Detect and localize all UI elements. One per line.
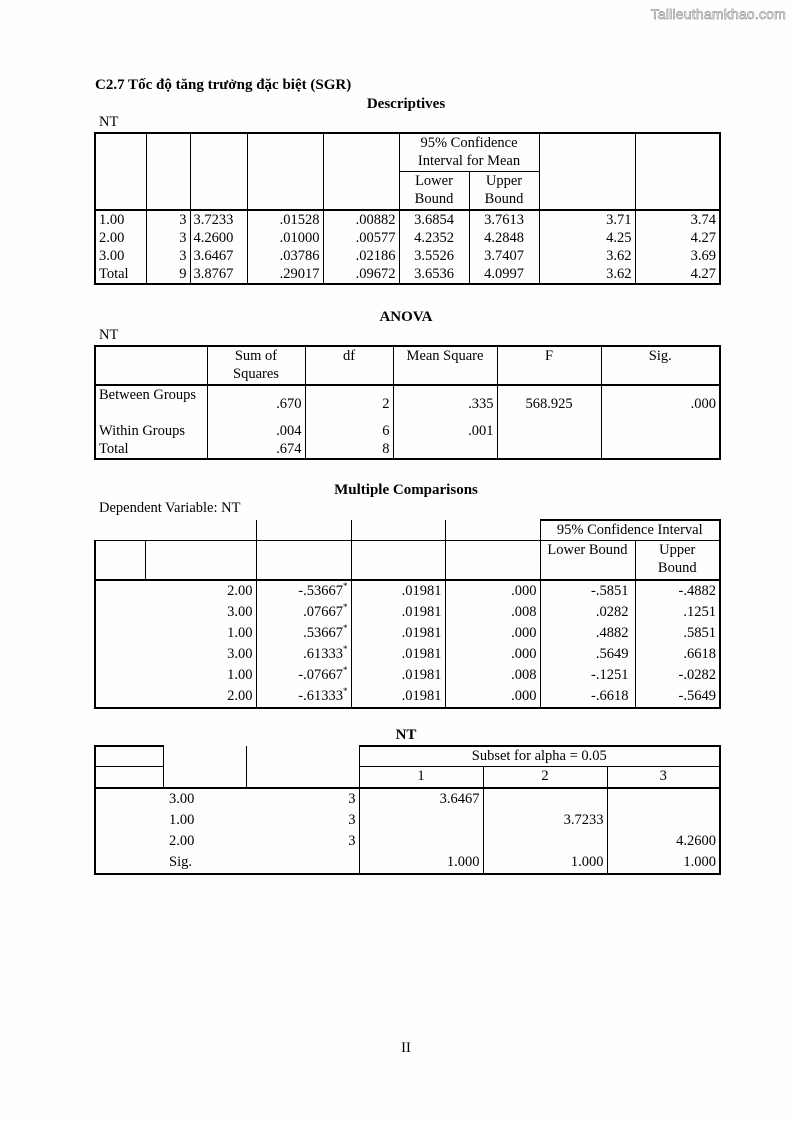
row-spacer — [95, 831, 163, 852]
table-cell: 3.7407 — [469, 247, 539, 265]
table-cell: 3 — [146, 210, 190, 229]
table-cell: -.5851 — [540, 580, 635, 602]
table-cell: .000 — [445, 580, 540, 602]
table-cell: 3.00 — [169, 791, 195, 807]
table-cell: .01981 — [351, 644, 445, 665]
table-row — [95, 686, 720, 708]
table-cell — [256, 580, 351, 602]
table-cell: 3 — [146, 229, 190, 247]
descriptives-lower-bound: Lower Bound — [399, 172, 469, 211]
table-cell: .335 — [393, 385, 497, 422]
table-row — [95, 810, 720, 831]
mean-difference: -.61333 — [298, 688, 343, 704]
table-cell: -.6618 — [540, 686, 635, 708]
table-cell: 3.8767 — [190, 265, 247, 284]
table-cell: 3 — [246, 810, 359, 831]
table-row — [95, 229, 720, 247]
anova-table — [94, 345, 721, 460]
row-spacer — [95, 602, 145, 623]
descriptives-ci-header: 95% Confidence Interval for Mean — [399, 133, 539, 172]
descriptives-table — [94, 132, 721, 285]
table-cell: .03786 — [247, 247, 323, 265]
row-spacer — [95, 788, 163, 810]
table-cell — [393, 440, 497, 459]
table-cell: 8 — [305, 440, 393, 459]
table-cell: .004 — [207, 422, 305, 440]
table-cell: .5851 — [635, 623, 720, 644]
table-row — [95, 422, 720, 440]
table-cell: 2.00 — [169, 833, 195, 849]
column-header: Mean Square — [393, 346, 497, 385]
table-cell — [497, 440, 601, 459]
table-row — [95, 665, 720, 686]
table-cell: -.5649 — [635, 686, 720, 708]
table-cell — [256, 602, 351, 623]
table-row — [95, 623, 720, 644]
table-cell: 3.69 — [635, 247, 720, 265]
table-cell — [497, 422, 601, 440]
subset-number: 3 — [607, 767, 720, 789]
table-cell: .0282 — [540, 602, 635, 623]
multiple-comparisons-table — [94, 519, 721, 709]
table-cell: 1.00 — [145, 623, 256, 644]
mc-upper-bound: Upper Bound — [635, 541, 720, 581]
table-cell: .000 — [445, 623, 540, 644]
table-cell: .6618 — [635, 644, 720, 665]
table-cell: 1.000 — [483, 852, 607, 874]
table-cell — [256, 623, 351, 644]
table-cell: 568.925 — [497, 385, 601, 422]
mean-difference: -.53667 — [298, 583, 343, 599]
table-cell: .674 — [207, 440, 305, 459]
table-cell — [359, 831, 483, 852]
page-number: II — [401, 1040, 411, 1056]
watermark: Tailieuthamkhao.com — [650, 6, 786, 22]
table-cell: 9 — [146, 265, 190, 284]
table-cell: 1.00 — [145, 665, 256, 686]
subset-header: Subset for alpha = 0.05 — [359, 746, 720, 767]
table-cell: .00882 — [323, 210, 399, 229]
table-cell: .29017 — [247, 265, 323, 284]
column-header: F — [497, 346, 601, 385]
table-cell: 4.2352 — [399, 229, 469, 247]
significance-star: * — [343, 644, 348, 655]
mean-difference: .53667 — [303, 625, 343, 641]
table-cell: 4.2600 — [190, 229, 247, 247]
significance-star: * — [343, 686, 348, 697]
table-row — [95, 831, 720, 852]
subset-number: 1 — [359, 767, 483, 789]
table-cell — [607, 810, 720, 831]
mean-difference: .07667 — [303, 604, 343, 620]
subset-number: 2 — [483, 767, 607, 789]
table-cell: 3.6467 — [359, 788, 483, 810]
table-cell: 1.00 — [169, 812, 195, 828]
table-row — [95, 265, 720, 284]
table-cell: -.1251 — [540, 665, 635, 686]
mean-difference: .61333 — [303, 646, 343, 662]
table-row — [95, 440, 720, 459]
table-cell: .09672 — [323, 265, 399, 284]
table-row — [95, 788, 720, 810]
significance-star: * — [343, 665, 348, 676]
mean-difference: -.07667 — [298, 667, 343, 683]
table-cell: 3 — [246, 831, 359, 852]
table-cell: 3.71 — [539, 210, 635, 229]
table-cell: 3.7233 — [483, 810, 607, 831]
table-cell: 3.5526 — [399, 247, 469, 265]
table-row — [95, 247, 720, 265]
table-cell — [483, 831, 607, 852]
table-cell: .4882 — [540, 623, 635, 644]
row-spacer — [95, 644, 145, 665]
table-cell: .01981 — [351, 580, 445, 602]
table-cell: .000 — [445, 686, 540, 708]
table-row — [95, 210, 720, 229]
table-cell: .01528 — [247, 210, 323, 229]
column-header: Sig. — [601, 346, 720, 385]
table-cell: 3.62 — [539, 265, 635, 284]
mc-title: Multiple Comparisons — [334, 482, 478, 498]
table-cell: 4.2600 — [607, 831, 720, 852]
mc-ci-header: 95% Confidence Interval — [540, 520, 720, 541]
table-row — [95, 580, 720, 602]
table-cell: .01000 — [247, 229, 323, 247]
table-cell: .001 — [393, 422, 497, 440]
row-spacer — [95, 580, 145, 602]
significance-star: * — [343, 623, 348, 634]
table-cell: 2.00 — [145, 686, 256, 708]
table-cell: 2.00 — [145, 580, 256, 602]
table-cell: 3.6467 — [190, 247, 247, 265]
table-cell — [256, 665, 351, 686]
table-cell: .01981 — [351, 665, 445, 686]
table-cell: -.4882 — [635, 580, 720, 602]
homogeneous-subsets-table — [94, 745, 721, 875]
table-cell: .01981 — [351, 623, 445, 644]
table-cell: 2.00 — [95, 229, 146, 247]
table-cell: Between Groups — [95, 385, 207, 422]
row-spacer — [95, 686, 145, 708]
table-cell — [359, 810, 483, 831]
table-cell: 4.27 — [635, 265, 720, 284]
table-cell: Total — [95, 440, 207, 459]
table-cell: 3.7233 — [190, 210, 247, 229]
table-cell: 2 — [305, 385, 393, 422]
table-cell — [607, 788, 720, 810]
table-cell: 3.62 — [539, 247, 635, 265]
significance-star: * — [343, 581, 348, 592]
descriptives-title: Descriptives — [366, 96, 446, 112]
table-cell: 6 — [305, 422, 393, 440]
row-spacer — [95, 623, 145, 644]
table-cell: 3.00 — [145, 644, 256, 665]
table-cell: .01981 — [351, 686, 445, 708]
table-row — [95, 852, 720, 874]
table-cell — [256, 644, 351, 665]
table-row — [95, 602, 720, 623]
table-cell: 4.25 — [539, 229, 635, 247]
table-cell: Total — [95, 265, 146, 284]
table-cell: .670 — [207, 385, 305, 422]
table-cell: 3 — [246, 788, 359, 810]
table-cell: 3.74 — [635, 210, 720, 229]
table-cell: 3.6854 — [399, 210, 469, 229]
mc-dependent-variable: Dependent Variable: NT — [99, 500, 241, 516]
table-cell — [246, 852, 359, 874]
table-cell — [601, 440, 720, 459]
row-spacer — [95, 665, 145, 686]
table-cell — [601, 422, 720, 440]
table-cell: 4.0997 — [469, 265, 539, 284]
table-row — [95, 385, 720, 422]
column-header: df — [305, 346, 393, 385]
table-cell: .000 — [445, 644, 540, 665]
table-cell: .008 — [445, 602, 540, 623]
column-header: Sum of Squares — [207, 346, 305, 385]
table-cell: 3.7613 — [469, 210, 539, 229]
table-cell: .5649 — [540, 644, 635, 665]
table-cell: 3 — [146, 247, 190, 265]
table-cell: .02186 — [323, 247, 399, 265]
table-cell: 3.00 — [145, 602, 256, 623]
table-cell: 1.00 — [95, 210, 146, 229]
descriptives-variable: NT — [99, 114, 119, 130]
descriptives-upper-bound: Upper Bound — [469, 172, 539, 211]
table-cell: 4.27 — [635, 229, 720, 247]
table-cell: 4.2848 — [469, 229, 539, 247]
table-cell: .008 — [445, 665, 540, 686]
anova-title: ANOVA — [379, 309, 433, 325]
table-cell: 3.6536 — [399, 265, 469, 284]
significance-star: * — [343, 602, 348, 613]
row-spacer — [95, 810, 163, 831]
row-spacer — [95, 852, 163, 874]
table-cell: 3.00 — [95, 247, 146, 265]
table-cell: -.0282 — [635, 665, 720, 686]
mc-lower-bound: Lower Bound — [540, 541, 635, 581]
table-cell: .1251 — [635, 602, 720, 623]
table-cell: 1.000 — [607, 852, 720, 874]
table-cell: .00577 — [323, 229, 399, 247]
table-cell: .01981 — [351, 602, 445, 623]
anova-variable: NT — [99, 327, 119, 343]
table-cell — [256, 686, 351, 708]
section-title: C2.7 Tốc độ tăng trưởng đặc biệt (SGR) — [95, 77, 352, 93]
table-cell: Sig. — [163, 852, 246, 874]
table-cell: Within Groups — [95, 422, 207, 440]
table-cell: .000 — [601, 385, 720, 422]
table-row — [95, 644, 720, 665]
homogeneous-title: NT — [395, 727, 417, 743]
table-cell — [483, 788, 607, 810]
table-cell: 1.000 — [359, 852, 483, 874]
